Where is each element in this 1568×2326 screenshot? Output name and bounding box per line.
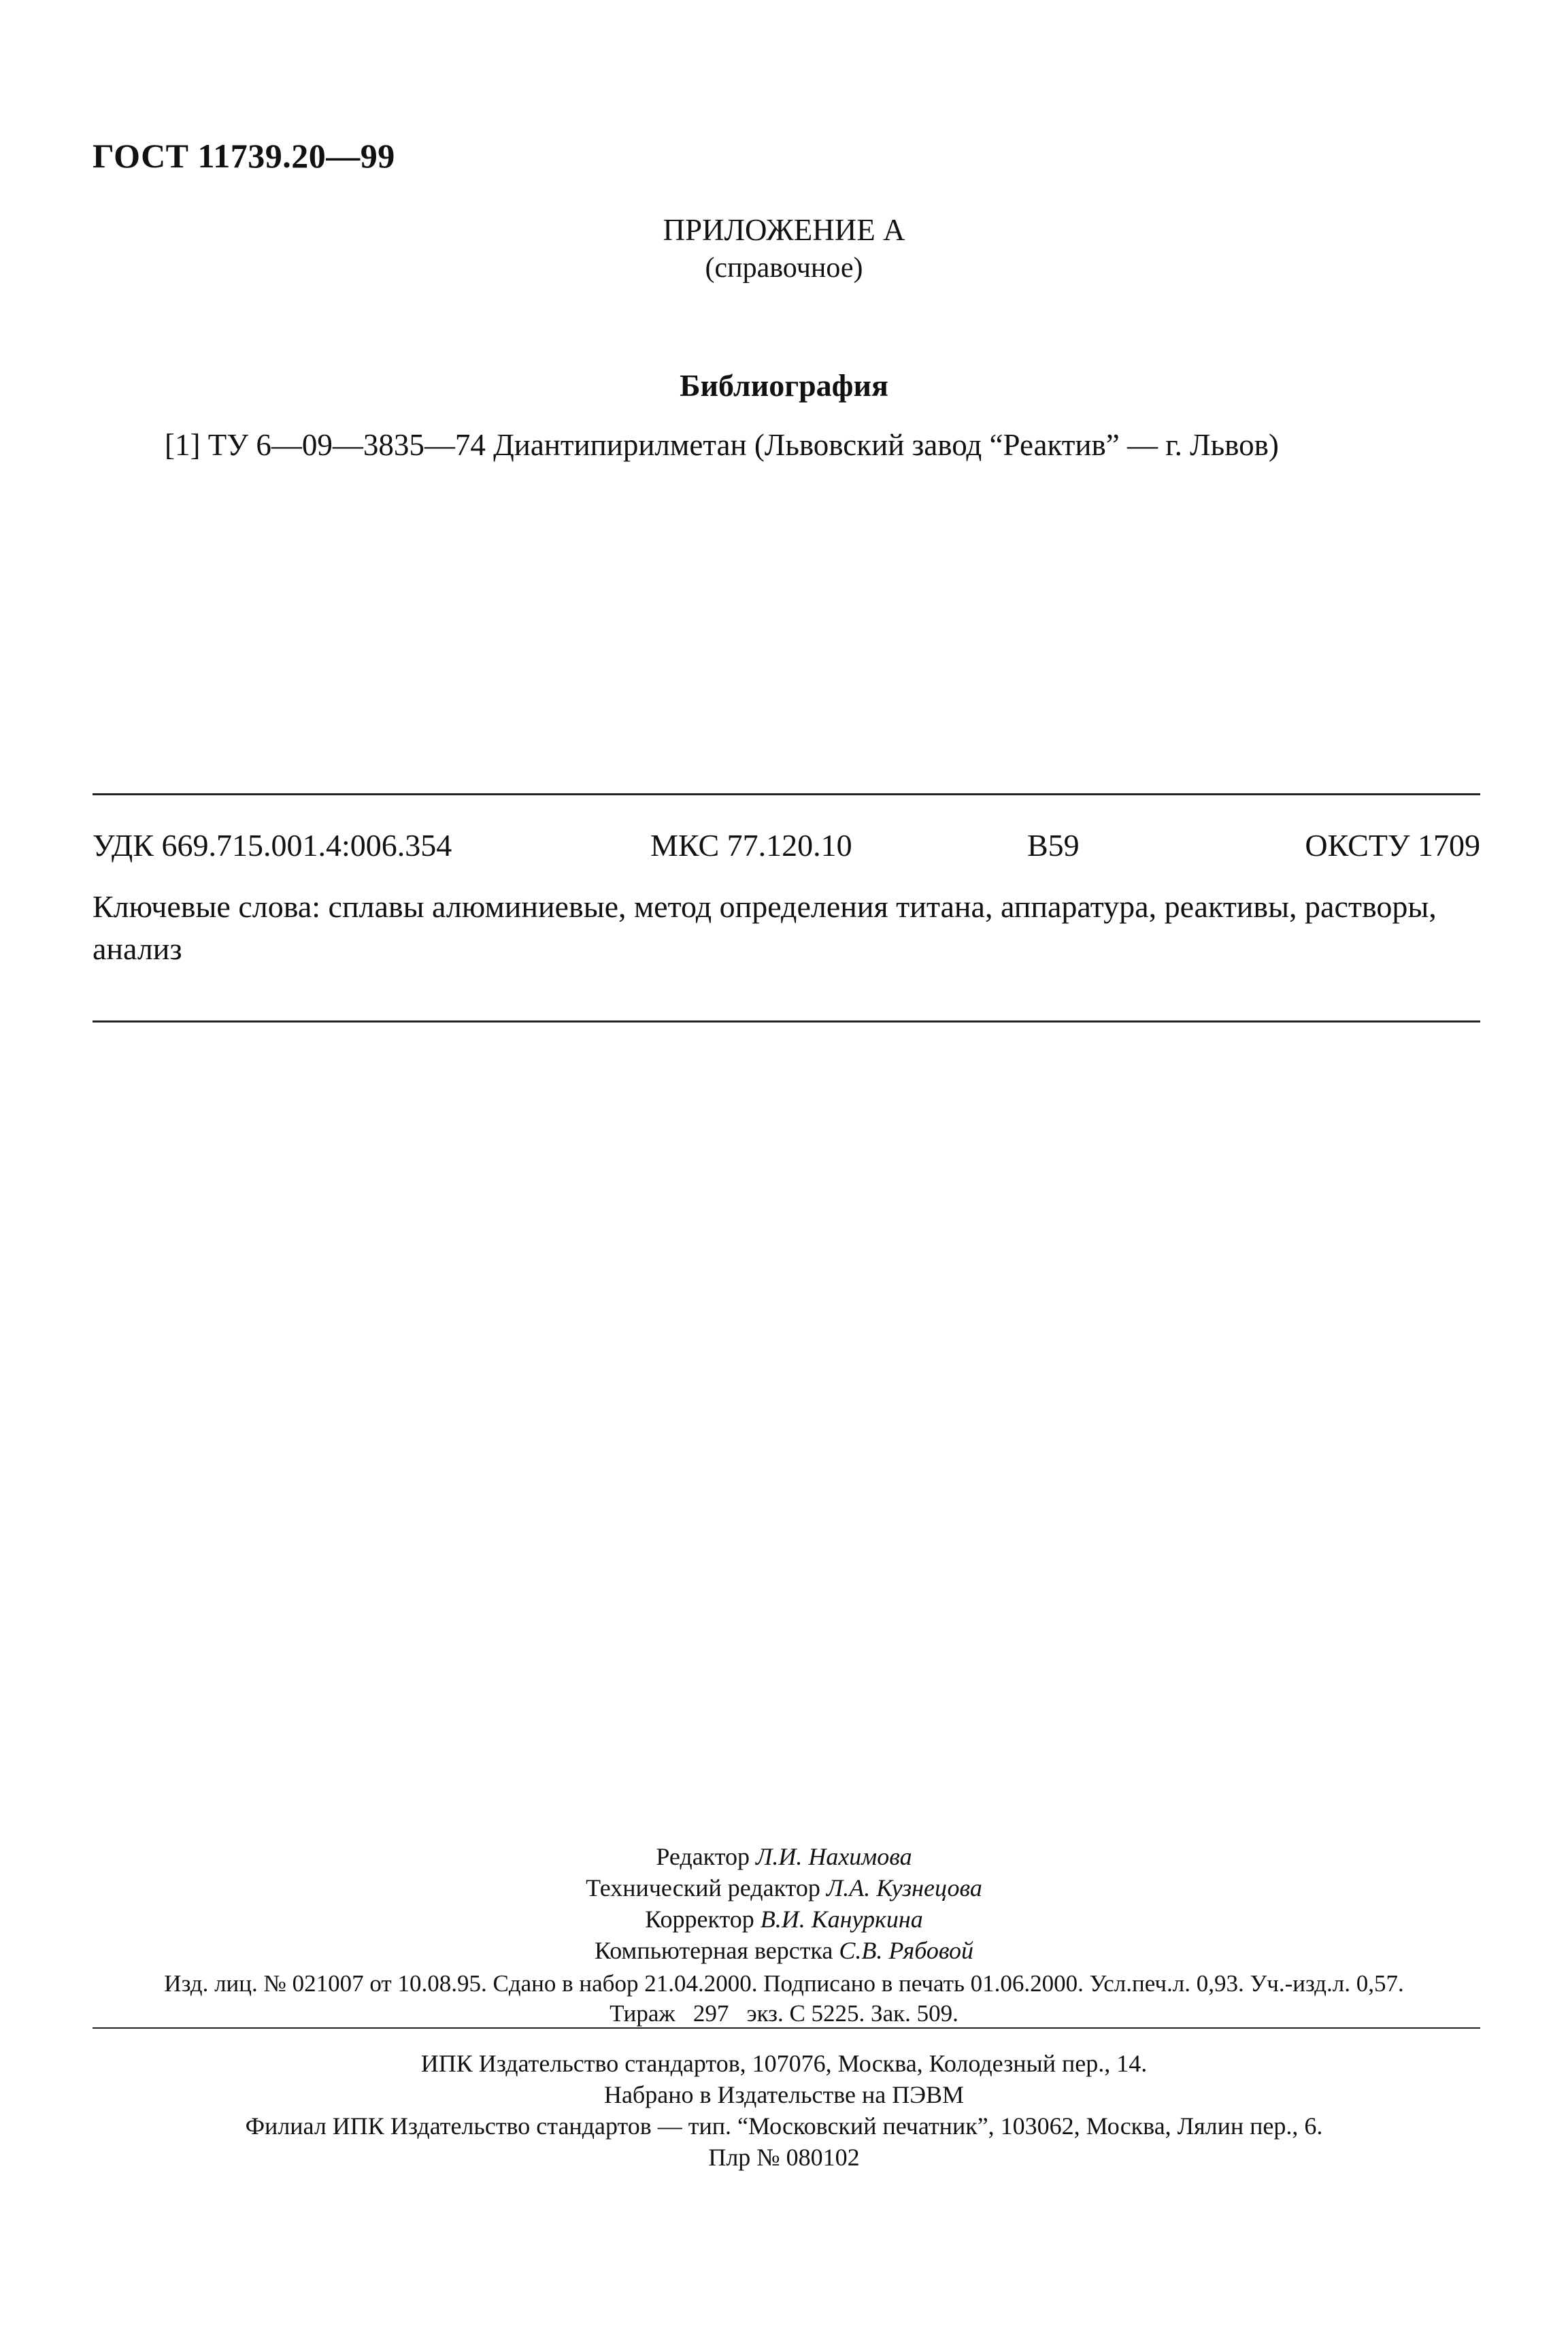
divider-middle — [93, 1020, 1480, 1023]
bibliography-entry: [1] ТУ 6—09—3835—74 Диантипирилметан (Львовский завод “Реактив” — г. Львов) — [165, 428, 1279, 462]
publisher-line: Набрано в Издательстве на ПЭВМ — [603, 2081, 965, 2108]
okstu-code: ОКСТУ 1709 — [1305, 828, 1480, 863]
credits-block — [0, 1841, 1568, 1966]
credit-name: С.В. Рябовой — [839, 1937, 973, 1964]
credit-role: Корректор — [645, 1906, 754, 1933]
document-code: ГОСТ 11739.20—99 — [93, 137, 395, 175]
credit-name: В.И. Кануркина — [760, 1906, 923, 1933]
appendix-subtitle: (справочное) — [705, 252, 863, 284]
credit-role: Технический редактор — [586, 1874, 820, 1901]
credit-line — [0, 1935, 1568, 1966]
keywords: Ключевые слова: сплавы алюминиевые, метод определения титана, аппаратура, реактивы, растворы, анализ — [93, 889, 1437, 966]
appendix-header — [0, 211, 1568, 287]
credit-role: Компьютерная верстка — [595, 1937, 833, 1964]
publisher-line: Плр № 080102 — [708, 2144, 860, 2171]
publisher-block — [0, 2048, 1568, 2173]
publisher-line: Филиал ИПК Издательство стандартов — тип. “Московский печатник”, 103062, Москва, Лялин пер., 6. — [245, 2112, 1323, 2140]
credit-role: Редактор — [656, 1843, 750, 1870]
credit-name: Л.А. Кузнецова — [826, 1874, 982, 1901]
credit-line — [0, 1872, 1568, 1904]
udk-code: УДК 669.715.001.4:006.354 — [93, 828, 452, 863]
divider-bottom — [93, 2027, 1480, 2029]
imprint-line: Изд. лиц. № 021007 от 10.08.95. Сдано в набор 21.04.2000. Подписано в печать 01.06.2000. Усл.печ.л. 0,93. Уч.-изд.л. 0,57. — [164, 1970, 1404, 1997]
group-code: В59 — [1027, 828, 1080, 863]
credit-name: Л.И. Нахимова — [755, 1843, 912, 1870]
divider-top — [93, 793, 1480, 795]
bibliography-heading: Библиография — [680, 368, 888, 403]
credit-line — [0, 1841, 1568, 1872]
appendix-title: ПРИЛОЖЕНИЕ А — [663, 213, 905, 247]
mks-code: МКС 77.120.10 — [650, 828, 852, 863]
publisher-line: ИПК Издательство стандартов, 107076, Москва, Колодезный пер., 14. — [420, 2050, 1148, 2077]
credit-line — [0, 1904, 1568, 1935]
imprint-line: Тираж 297 экз. С 5225. Зак. 509. — [610, 2000, 958, 2027]
imprint-block — [0, 1969, 1568, 2029]
